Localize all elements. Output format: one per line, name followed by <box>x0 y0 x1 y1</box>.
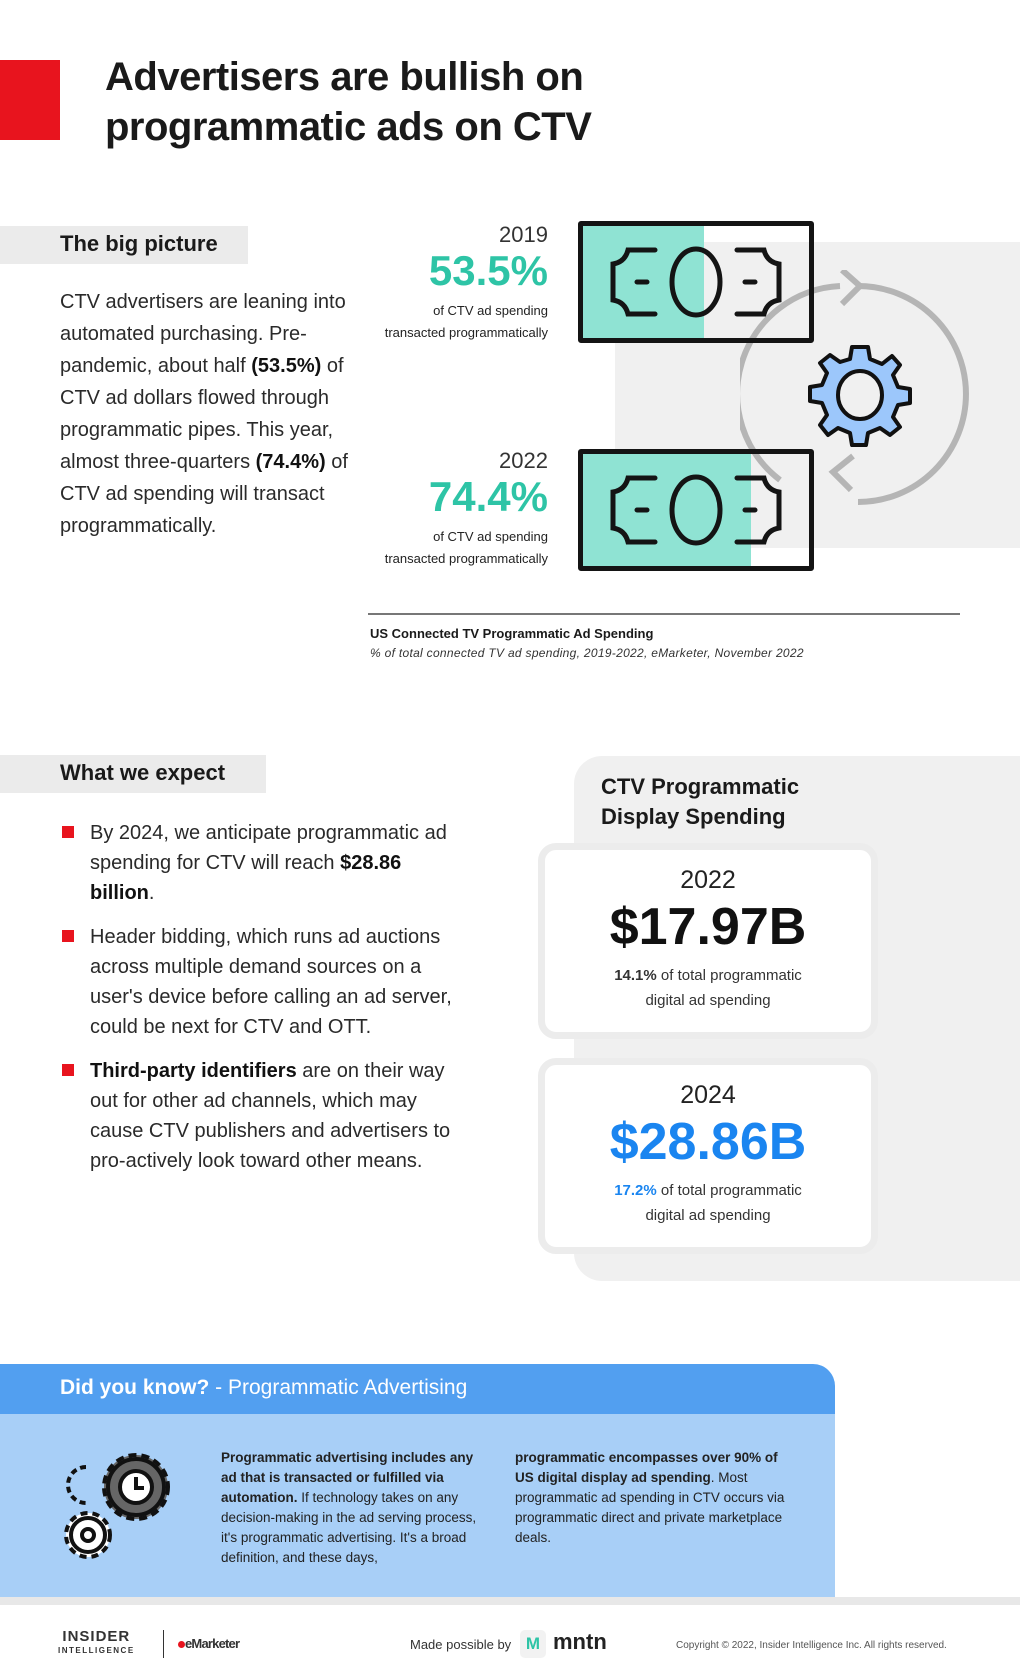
gears-clock-icon <box>58 1445 178 1563</box>
title-line: CTV Programmatic <box>601 774 800 799</box>
text: Header bidding, which runs ad auctions across multiple demand sources on a user's device before calling an ad server, could be next for CTV and OTT. <box>90 926 452 1038</box>
card-caption <box>545 1178 871 1228</box>
big-picture-text <box>60 286 350 542</box>
expectations-list <box>60 818 470 1190</box>
text: of total programmatic <box>656 967 802 984</box>
dyk-column-1 <box>221 1448 481 1568</box>
text: of total programmatic <box>656 1182 802 1199</box>
text: of CTV ad dollars flowed through programmatic pipes. This year, almost three-quarters <box>60 355 344 473</box>
text: If technology takes on any decision-making in the ad serving process, it's programmatic advertising. It's a broad definition, and these days, <box>221 1490 477 1565</box>
logo-dot <box>178 1641 185 1648</box>
copyright: Copyright © 2022, Insider Intelligence Inc. All rights reserved. <box>676 1640 947 1651</box>
text: are on their way out for other ad channels, which may cause CTV publishers and advertisers to pro-actively look toward other means. <box>90 1060 451 1172</box>
source-subtitle: % of total connected TV ad spending, 2019-2022, eMarketer, November 2022 <box>370 646 804 660</box>
title-line: Display Spending <box>601 804 786 829</box>
emarketer-logo <box>178 1636 239 1651</box>
big-picture-label: The big picture <box>0 226 248 264</box>
logo-text: INSIDER <box>62 1628 131 1645</box>
what-we-expect-label: What we expect <box>0 755 266 793</box>
red-accent-block <box>0 60 60 140</box>
banknote-graphic <box>583 226 809 338</box>
separator: - <box>209 1376 228 1399</box>
stat-percent: 74.4% <box>428 473 548 520</box>
spending-card-2022 <box>538 843 878 1039</box>
stat-caption: transacted programmatically <box>384 551 548 566</box>
text: CTV advertisers are leaning into automated purchasing. Pre-pandemic, about half <box>60 291 346 377</box>
insider-intelligence-logo <box>58 1630 135 1658</box>
title-line-2: programmatic ads on CTV <box>105 105 592 149</box>
text: . Most programmatic ad spending in CTV occurs via programmatic direct and private marketplace deals. <box>515 1470 785 1545</box>
bold-text: Programmatic advertising includes any ad that is transacted or fulfilled via automation. <box>221 1450 474 1505</box>
stat-caption: of CTV ad spending <box>433 529 548 544</box>
bullet-square-icon <box>62 826 74 838</box>
bold-stat: (53.5%) <box>251 355 322 377</box>
text: digital ad spending <box>645 1207 771 1224</box>
card-amount: $28.86B <box>609 1113 807 1171</box>
bold-text: programmatic encompasses over 90% of US digital display ad spending <box>515 1450 778 1485</box>
list-item <box>60 922 470 1042</box>
card-year: 2022 <box>680 866 736 894</box>
stat-year: 2019 <box>499 222 548 247</box>
logo-text: eMarketer <box>185 1636 240 1651</box>
fill-portion <box>583 454 751 566</box>
banknote-2022-icon <box>578 449 814 571</box>
divider <box>368 613 960 615</box>
page-title <box>105 52 591 152</box>
bold-stat: (74.4%) <box>255 451 326 473</box>
banknote-graphic <box>583 454 809 566</box>
stat-caption: of CTV ad spending <box>433 303 548 318</box>
bold-text: Third-party identifiers <box>90 1060 297 1082</box>
dyk-heading: Did you know? <box>60 1376 210 1399</box>
stat-percent: 53.5% <box>428 247 548 294</box>
footer-divider <box>0 1597 1020 1605</box>
bullet-square-icon <box>62 1064 74 1076</box>
mntn-logo-icon: M <box>520 1630 546 1658</box>
spending-title <box>601 772 799 832</box>
sponsor-name: mntn <box>553 1629 607 1654</box>
text: digital ad spending <box>645 992 771 1009</box>
title-line-1: Advertisers are bullish on <box>105 55 584 99</box>
text: of CTV ad spending will transact programmatically. <box>60 451 348 537</box>
gear-icon <box>805 340 915 450</box>
logo-divider <box>163 1630 164 1658</box>
did-you-know-header <box>0 1364 835 1414</box>
banknote-2019-icon <box>578 221 814 343</box>
spending-card-2024 <box>538 1058 878 1254</box>
card-caption <box>545 963 871 1013</box>
text: By 2024, we anticipate programmatic ad spending for CTV will reach <box>90 822 447 874</box>
stat-2022 <box>385 448 548 570</box>
list-item <box>60 818 470 908</box>
source-title: US Connected TV Programmatic Ad Spending <box>370 626 654 641</box>
card-percent: 17.2% <box>614 1182 657 1199</box>
logo-text: INTELLIGENCE <box>58 1646 135 1655</box>
bold-text: $28.86 billion <box>90 852 402 904</box>
text: . <box>148 882 155 904</box>
card-year: 2024 <box>680 1081 736 1109</box>
dyk-column-2 <box>515 1448 795 1548</box>
card-percent: 14.1% <box>614 967 657 984</box>
bullet-square-icon <box>62 930 74 942</box>
stat-year: 2022 <box>499 448 548 473</box>
stat-2019 <box>385 222 548 344</box>
card-amount: $17.97B <box>609 898 807 956</box>
made-possible-by: Made possible by <box>410 1637 512 1652</box>
stat-caption: transacted programmatically <box>384 325 548 340</box>
list-item <box>60 1056 470 1176</box>
dyk-topic: Programmatic Advertising <box>228 1376 468 1399</box>
